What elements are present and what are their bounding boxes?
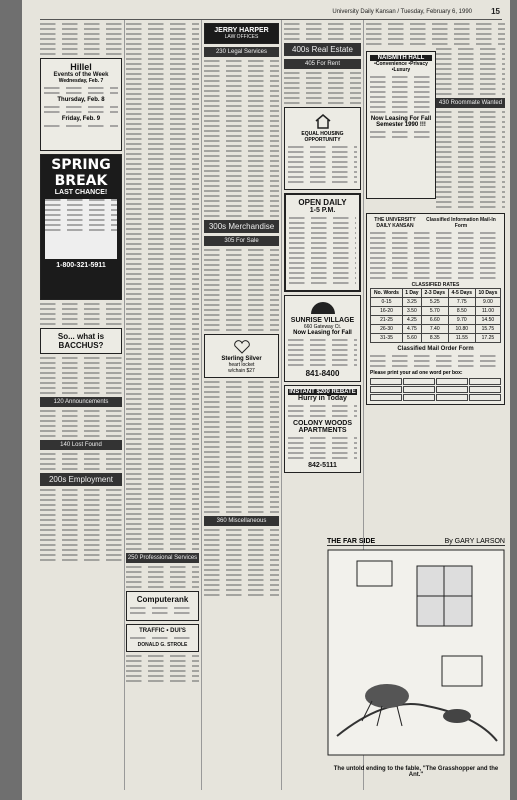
far-side-comic [327,538,505,788]
sunrise-name: SUNRISE VILLAGE [290,317,355,324]
section-lost-found: 140 Lost Found [40,440,122,450]
open-daily-title: OPEN DAILY [298,198,347,207]
traffic-line2: DONALD G. STROLE [137,642,188,648]
rates-cell: 3.25 [403,298,422,307]
rates-cell: 5.70 [421,307,448,316]
sunrise-leasing: Now Leasing for Fall [293,330,352,336]
rates-cell: 4.25 [403,316,422,325]
word-boxes[interactable] [370,378,501,401]
jerry-harper-ad [204,23,279,44]
far-side-caption: The untold ending to the fable, "The Grasshopper and the Ant." [333,766,499,778]
rates-cell: 8.50 [448,307,475,316]
naismith-leasing: Now Leasing For Fall Semester 1990 !!! [370,116,432,128]
traffic-line1: TRAFFIC • DUI'S [139,628,186,634]
column-5 [366,20,505,408]
rates-cell: 9.00 [475,298,500,307]
rates-row [371,325,501,334]
section-prof-services: 250 Professional Services [127,555,198,561]
sterling-line1: Sterling Silver [221,356,262,362]
column-4 [284,20,361,476]
rates-row [371,334,501,343]
sunrise-address: 660 Gateway Ct. [303,324,342,330]
spring-break-line1: SPRING [51,157,111,173]
please-print: Please print your ad one word per box: [370,370,463,376]
hillel-ad [40,58,122,151]
far-side-illustration [327,546,505,761]
hillel-date-3: Friday, Feb. 9 [61,116,101,122]
hillel-date-1: Wednesday, Feb. 7 [58,78,104,84]
section-services: 230 Legal Services [204,47,279,57]
section-roommate: 430 Roommate Wanted [436,98,505,108]
equal-housing-title: EQUAL HOUSING OPPORTUNITY [301,131,344,143]
house-icon [314,113,332,129]
rebate-ad [284,385,361,473]
section-for-rent: 405 For Rent [284,59,361,69]
naismith-name: NAISMITH HALL [370,55,432,61]
sterling-ad [204,334,279,378]
rates-cell: 8.35 [421,334,448,343]
rates-cell: 3.50 [403,307,422,316]
rates-cell: 11.00 [475,307,500,316]
form-title: Classified Information Mail-In Form [426,217,496,229]
rates-cell: 7.75 [448,298,475,307]
sunrise-village-ad [284,295,361,382]
naismith-features: •Convenience •Privacy •Luxury [374,61,428,73]
section-real-estate: 400s Real Estate [284,43,361,56]
page-number: 15 [491,7,500,16]
rebate-apartments: COLONY WOODS APARTMENTS [293,420,352,434]
column-rule [124,20,125,790]
rates-title: CLASSIFIED RATES [411,282,460,288]
section-misc: 360 Miscellaneous [204,516,279,526]
rates-cell: 5.25 [421,298,448,307]
far-side-title: THE FAR SIDE [327,538,376,545]
rates-cell: 21-25 [371,316,403,325]
hillel-title: Hillel [70,62,92,72]
naismith-ad [366,51,436,199]
sterling-line2: heart locket [228,362,255,368]
spring-break-phone: 1-800-321-5911 [56,262,106,269]
sunrise-phone: 841-8400 [305,369,340,378]
rates-row [371,298,501,307]
spring-break-line2: BREAK [54,173,108,189]
rates-cell: 15.75 [475,325,500,334]
rates-header-cell: 2-3 Days [421,289,448,298]
traffic-ad [126,624,199,652]
rates-cell: 14.50 [475,316,500,325]
rebate-phone: 842-5111 [308,462,337,469]
hillel-date-2: Thursday, Feb. 8 [57,97,105,103]
rates-cell: 5.60 [403,334,422,343]
column-2 [126,20,199,685]
paper-name: University Daily Kansan / Tuesday, February 6, 1990 [332,9,472,15]
rates-cell: 31-35 [371,334,403,343]
rates-header-cell: 1 Day [403,289,422,298]
column-rule [201,20,202,790]
section-announcements: 120 Announcements [40,397,122,407]
column-1 [40,20,122,564]
far-side-author: By GARY LARSON [444,538,505,545]
open-daily-ad [284,193,361,292]
jerry-harper-name: JERRY HARPER [214,27,269,34]
heart-icon [234,340,250,354]
rates-cell: 9.70 [448,316,475,325]
computerank-ad [126,591,199,621]
bacchus-title: So... what is BACCHUS? [57,332,105,350]
computerank-name: Computerank [136,595,189,604]
section-for-sale: 305 For Sale [204,236,279,246]
classified-text [40,23,122,55]
rates-cell: 26-30 [371,325,403,334]
rates-header-cell: 10 Days [475,289,500,298]
rates-header-cell: No. Words [371,289,403,298]
column-3 [204,20,279,599]
rates-cell: 4.75 [403,325,422,334]
rates-cell: 16-20 [371,307,403,316]
rates-row [371,307,501,316]
rates-cell: 11.55 [448,334,475,343]
rebate-title: INSTANT $200 REBATE [289,389,356,395]
rates-cell: 0-15 [371,298,403,307]
section-employment: 200s Employment [40,473,122,486]
sterling-line3: w/chain $27 [228,368,255,374]
rates-row [371,316,501,325]
hillel-events: Events of the Week [53,72,109,78]
rates-table [370,288,501,343]
rates-header-cell: 4-5 Days [448,289,475,298]
page-header [40,5,502,20]
mail-order-title: Classified Mail Order Form [397,346,474,352]
rebate-hurry: Hurry in Today [298,395,347,402]
sunrise-icon [308,301,338,315]
rates-cell: 10.80 [448,325,475,334]
jerry-harper-sub: LAW OFFICES [224,34,259,40]
equal-housing-ad [284,107,361,190]
rates-cell: 7.40 [421,325,448,334]
column-rule [281,20,282,790]
spring-break-ad [40,154,122,300]
bacchus-ad [40,328,122,354]
open-daily-hours: 1-5 P.M. [309,207,336,214]
rates-cell: 6.60 [421,316,448,325]
form-paper-name: THE UNIVERSITY DAILY KANSAN [374,217,416,229]
spring-break-last-chance: LAST CHANCE! [54,189,108,196]
section-merchandise: 300s Merchandise [204,220,279,233]
rates-cell: 17.25 [475,334,500,343]
classified-form [366,213,505,405]
